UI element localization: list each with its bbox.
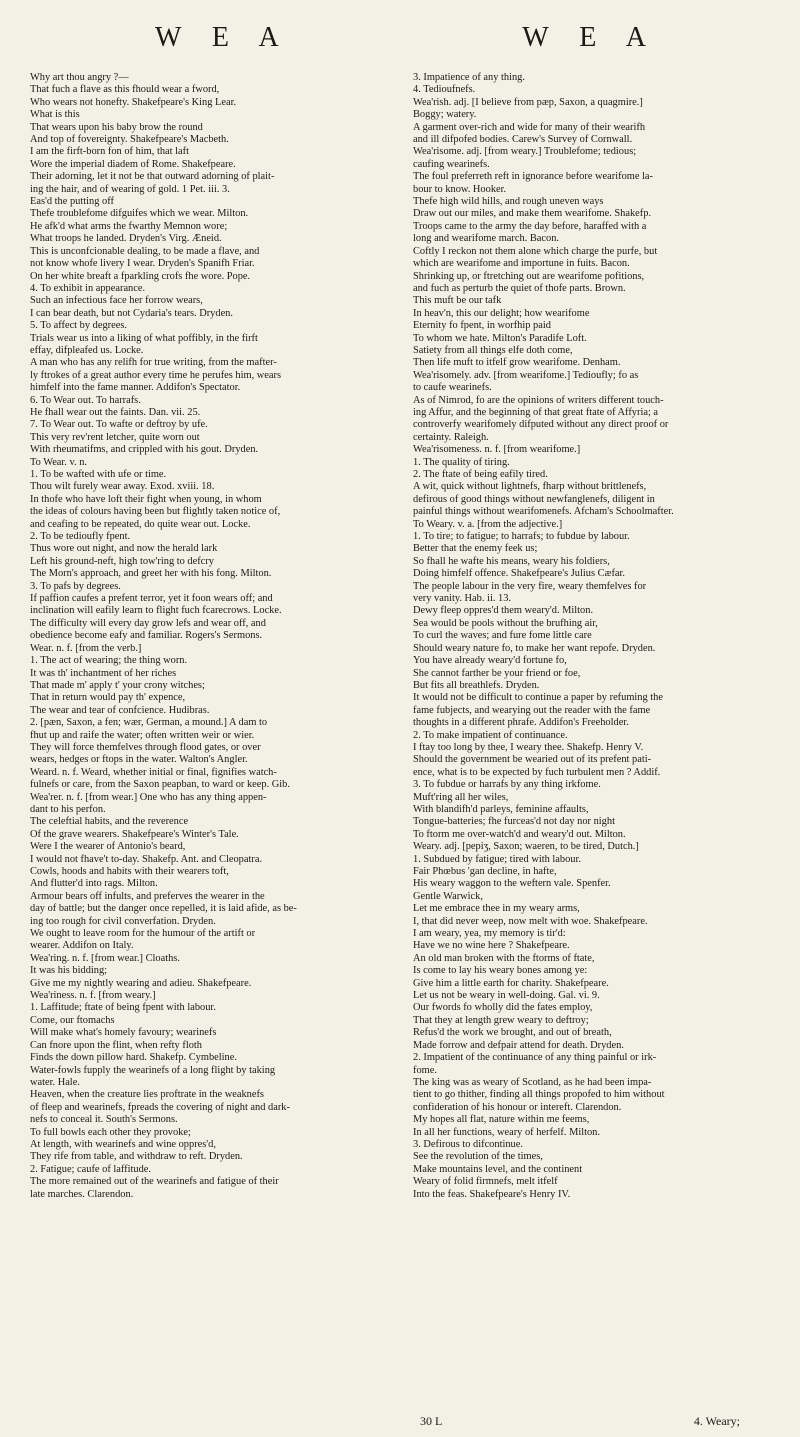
- text-line: My hopes all flat, nature within me feems,: [413, 1114, 590, 1126]
- text-line: 2. Impatient of the continuance of any thing painful or irk-: [413, 1052, 657, 1064]
- text-line: And flutter'd into rags. Milton.: [30, 878, 158, 890]
- text-line: Tongue-batteries; fhe furceas'd not day nor night: [413, 816, 615, 828]
- text-line: Coftly I reckon not them alone which charge the purfe, but: [413, 245, 658, 257]
- text-line: 1. The act of wearing; the thing worn.: [30, 655, 188, 667]
- text-line: water. Hale.: [30, 1076, 80, 1088]
- text-line: Were I the wearer of Antonio's beard,: [30, 841, 186, 853]
- text-line: Wea'rer. n. f. [from wear.] One who has any thing appen-: [30, 791, 267, 803]
- text-line: 1. Subdued by fatigue; tired with labour.: [413, 853, 581, 865]
- text-line: ly ftrokes of a great author every time he perufes him, wears: [30, 369, 282, 381]
- text-line: dant to his perfon.: [30, 803, 106, 815]
- text-line: The king was as weary of Scotland, as he had been impa-: [413, 1076, 652, 1088]
- text-line: To whom we hate. Milton's Paradife Loft.: [413, 332, 587, 344]
- text-line: Should the government be wearied out of its prefent pati-: [413, 754, 652, 766]
- text-line: See the revolution of the times,: [413, 1151, 543, 1163]
- text-line: ing the hair, and of wearing of gold. 1 Pet. iii. 3.: [30, 183, 230, 195]
- text-line: He afk'd what arms the fwarthy Memnon wore;: [30, 220, 228, 232]
- text-line: Give me my nightly wearing and adieu. Shakefpeare.: [30, 977, 252, 989]
- text-line: Finds the down pillow hard. Shakefp. Cymbeline.: [30, 1052, 237, 1064]
- text-line: ing too rough for civil converfation. Dryden.: [30, 915, 216, 927]
- text-line: They will force themfelves through flood gates, or over: [30, 741, 261, 753]
- text-line: late marches. Clarendon.: [30, 1188, 134, 1200]
- text-line: Come, our ftomachs: [30, 1014, 115, 1026]
- text-line: What is this: [30, 109, 80, 121]
- text-line: of fleep and wearinefs, fpreads the covering of night and dark-: [30, 1101, 290, 1113]
- text-line: At length, with wearinefs and wine oppres'd,: [30, 1138, 216, 1150]
- text-line: Armour bears off infults, and preferves the wearer in the: [30, 890, 265, 902]
- text-line: 7. To Wear out. To wafte or deftroy by ufe.: [30, 419, 208, 431]
- text-line: fulnefs or care, from the Saxon peapban, to ward or keep. Gib.: [30, 779, 290, 791]
- text-line: 1. The quality of tiring.: [413, 456, 510, 468]
- text-line: Thefe troublefome difguifes which we wear. Milton.: [30, 208, 249, 220]
- text-line: Is come to lay his weary bones among ye:: [413, 965, 588, 977]
- text-line: obedience become eafy and familiar. Rogers's Sermons.: [30, 630, 263, 642]
- text-line: Weary. adj. [pepiʒ, Saxon; waeren, to be tired, Dutch.]: [413, 841, 639, 853]
- text-line: Troops came to the army the day before, haraffed with a: [413, 220, 647, 232]
- text-line: I ftay too long by thee, I weary thee. Shakefp. Henry V.: [413, 741, 644, 753]
- text-line: Gentle Warwick,: [413, 890, 483, 902]
- text-line: We ought to leave room for the humour of the artift or: [30, 928, 256, 940]
- text-line: I can bear death, but not Cydaria's tears. Dryden.: [30, 307, 233, 319]
- text-line: Wea'risomely. adv. [from wearifome.] Tedioufly; fo as: [413, 369, 639, 381]
- text-line: Doing himfelf offence. Shakefpeare's Julius Cæfar.: [413, 568, 626, 580]
- text-line: Boggy; watery.: [413, 109, 477, 121]
- text-line: I, that did never weep, now melt with woe. Shakefpeare.: [413, 915, 648, 927]
- text-line: ence, what is to be expected by fuch turbulent men ? Addif.: [413, 766, 661, 778]
- text-line: 2. Fatigue; caufe of laffitude.: [30, 1163, 151, 1175]
- text-line: himfelf into the fame manner. Addifon's Spectator.: [30, 382, 241, 394]
- running-head-left: W E A: [155, 22, 291, 53]
- text-line: Eternity fo fpent, in worfhip paid: [413, 320, 551, 332]
- text-line: Wea'riness. n. f. [from weary.]: [30, 990, 156, 1002]
- text-line: 2. To be tedioufly fpent.: [30, 531, 131, 543]
- text-line: I would not fhave't to-day. Shakefp. Ant. and Cleopatra.: [30, 853, 263, 865]
- right-column: [413, 72, 778, 1408]
- text-line: This muft be our tafk: [413, 295, 502, 307]
- text-line: Wore the imperial diadem of Rome. Shakefpeare.: [30, 158, 236, 170]
- text-line: As of Nimrod, fo are the opinions of writers different touch-: [413, 394, 664, 406]
- text-line: You have already weary'd fortune fo,: [413, 655, 567, 667]
- text-line: Their adorning, let it not be that outward adorning of plait-: [30, 171, 275, 183]
- text-line: What troops he landed. Dryden's Virg. Æneid.: [30, 233, 222, 245]
- text-line: which are wearifome and importune in fuits. Bacon.: [413, 258, 630, 270]
- text-line: thoughts in a different phrafe. Addifon's Freeholder.: [413, 717, 629, 729]
- text-line: In heav'n, this our delight; how wearifome: [413, 307, 590, 319]
- text-line: inclination will eafily learn to flight fuch fcarecrows. Locke.: [30, 605, 282, 617]
- text-line: Will make what's homely favoury; wearinefs: [30, 1027, 217, 1039]
- text-line: 4. Tedioufnefs.: [413, 84, 476, 96]
- text-line: But fits all breathlefs. Dryden.: [413, 679, 540, 691]
- text-line: long and wearifome march. Bacon.: [413, 233, 559, 245]
- text-line: fhut up and raife the water; often written weir or wier.: [30, 729, 255, 741]
- text-line: To Wear. v. n.: [30, 456, 88, 468]
- text-line: To full bowls each other they provoke;: [30, 1126, 191, 1138]
- text-line: certainty. Raleigh.: [413, 431, 489, 443]
- text-line: So fhall he wafte his means, weary his foldiers,: [413, 555, 610, 567]
- text-line: 6. To Wear out. To harrafs.: [30, 394, 141, 406]
- text-line: and fuch as perturb the quiet of thofe parts. Brown.: [413, 282, 626, 294]
- text-line: 2. The ftate of being eafily tired.: [413, 469, 548, 480]
- text-line: confideration of his honour or intereft. Clarendon.: [413, 1101, 622, 1113]
- text-line: nefs to conceal it. South's Sermons.: [30, 1114, 178, 1126]
- catchword: 4. Weary;: [693, 1414, 740, 1428]
- text-line: The difficulty will every day grow lefs and wear off, and: [30, 617, 266, 629]
- text-line: His weary waggon to the weftern vale. Spenfer.: [413, 878, 611, 890]
- signature-mark: 30 L: [420, 1414, 443, 1428]
- text-line: tient to go thither, finding all things propofed to him without: [413, 1089, 665, 1101]
- text-line: Should weary nature fo, to make her want repofe. Dryden.: [413, 642, 656, 654]
- text-line: To Weary. v. a. [from the adjective.]: [413, 518, 563, 530]
- text-line: Such an infectious face her forrow wears,: [30, 295, 203, 307]
- text-line: Wea'ring. n. f. [from wear.] Cloaths.: [30, 952, 180, 964]
- text-line: I am the firft-born fon of him, that laft: [30, 146, 189, 158]
- text-line: Made forrow and defpair attend for death. Dryden.: [413, 1039, 624, 1051]
- text-line: A garment over-rich and wide for many of their wearifh: [413, 121, 646, 133]
- text-line: fome.: [413, 1064, 437, 1076]
- text-line: not know whofe livery I wear. Dryden's Spanifh Friar.: [30, 258, 255, 270]
- text-line: Left his ground-neft, high tow'ring to defcry: [30, 555, 214, 567]
- text-line: Thefe high wild hills, and rough uneven ways: [413, 196, 604, 208]
- page-footer: [0, 1414, 800, 1429]
- text-line: An old man broken with the ftorms of ftate,: [413, 952, 595, 964]
- text-line: With rheumatifms, and crippled with his gout. Dryden.: [30, 444, 259, 456]
- text-line: The celeftial habits, and the reverence: [30, 816, 189, 828]
- text-line: That in return would pay th' expence,: [30, 692, 186, 704]
- text-line: Our fwords fo wholly did the fates employ,: [413, 1002, 593, 1014]
- running-head: [30, 0, 778, 54]
- text-line: Fair Phœbus 'gan decline, in hafte,: [413, 866, 557, 877]
- text-line: Wear. n. f. [from the verb.]: [30, 642, 142, 654]
- text-line: 3. Defirous to difcontinue.: [413, 1138, 523, 1150]
- text-line: ing Affur, and the beginning of that great ftate of Affyria; a: [413, 406, 659, 418]
- text-line: Let us not be weary in well-doing. Gal. vi. 9.: [413, 990, 600, 1002]
- text-line: controverfy wearifomely difputed without any direct proof or: [413, 419, 669, 431]
- text-line: Shrinking up, or ftretching out are wearifome pofitions,: [413, 270, 645, 282]
- text-line: Thus wore out night, and now the herald lark: [30, 543, 218, 555]
- text-line: defirous of good things without newfanglenefs, diligent in: [413, 493, 655, 505]
- text-line: That fuch a flave as this fhould wear a fword,: [30, 84, 220, 96]
- text-line: Why art thou angry ?—: [30, 72, 129, 83]
- text-line: 1. To be wafted with ufe or time.: [30, 469, 167, 480]
- text-line: If paffion caufes a prefent terror, yet it foon wears off; and: [30, 593, 273, 605]
- text-line: Cowls, hoods and habits with their wearers toft,: [30, 866, 229, 877]
- text-line: Wea'risome. adj. [from weary.] Troublefome; tedious;: [413, 146, 637, 158]
- text-line: Water-fowls fupply the wearinefs of a long flight by taking: [30, 1064, 276, 1076]
- text-line: Can fnore upon the flint, when refty floth: [30, 1039, 202, 1051]
- text-line: They rife from table, and withdraw to reft. Dryden.: [30, 1151, 243, 1163]
- text-line: bour to know. Hooker.: [413, 183, 507, 195]
- text-line: And top of fovereignty. Shakefpeare's Macbeth.: [30, 134, 229, 146]
- text-line: The more remained out of the wearinefs and fatigue of their: [30, 1176, 279, 1188]
- text-line: On her white breaft a fparkling crofs fhe wore. Pope.: [30, 270, 251, 282]
- text-line: and ceafing to be repeated, do quite wear out. Locke.: [30, 518, 251, 530]
- text-line: Sea would be pools without the brufhing air,: [413, 617, 598, 629]
- text-line: 1. Laffitude; ftate of being fpent with labour.: [30, 1002, 216, 1014]
- text-line: day of battle; but the danger once repelled, it is laid afide, as be-: [30, 903, 297, 915]
- text-line: Dewy fleep oppres'd them weary'd. Milton.: [413, 605, 594, 617]
- text-line: wearer. Addifon on Italy.: [30, 940, 134, 952]
- text-line: The Morn's approach, and greet her with his fong. Milton.: [30, 568, 272, 580]
- text-line: very vanity. Hab. ii. 13.: [413, 593, 512, 605]
- text-line: Eas'd the putting off: [30, 196, 114, 208]
- text-line: 3. To pafs by degrees.: [30, 580, 121, 592]
- text-line: Draw out our miles, and make them wearifome. Shakefp.: [413, 208, 652, 220]
- text-line: and ill difpofed bodies. Carew's Survey of Cornwall.: [413, 134, 633, 146]
- text-line: 3. To fubdue or harrafs by any thing irkfome.: [413, 779, 601, 791]
- text-line: In all her functions, weary of herfelf. Milton.: [413, 1126, 600, 1138]
- text-line: It was his bidding;: [30, 965, 108, 977]
- text-line: Then life muft to itfelf grow wearifome. Denham.: [413, 357, 621, 369]
- text-line: He fhall wear out the faints. Dan. vii. 25.: [30, 406, 201, 418]
- text-line: 1. To tire; to fatigue; to harrafs; to fubdue by labour.: [413, 531, 630, 543]
- text-line: I am weary, yea, my memory is tir'd:: [413, 928, 566, 940]
- text-line: A wit, quick without lightnefs, fharp without brittlenefs,: [413, 481, 647, 493]
- text-line: Satiety from all things elfe doth come,: [413, 344, 573, 356]
- running-head-right: W E A: [522, 22, 658, 53]
- text-line: The wear and tear of confcience. Hudibras.: [30, 704, 210, 716]
- text-line: Who wears not honefty. Shakefpeare's King Lear.: [30, 96, 237, 108]
- columns: [30, 72, 778, 1408]
- text-line: Into the feas. Shakefpeare's Henry IV.: [413, 1188, 571, 1200]
- text-line: Have we no wine here ? Shakefpeare.: [413, 940, 570, 952]
- text-line: 3. Impatience of any thing.: [413, 72, 525, 83]
- text-line: Weary of folid firmnefs, melt itfelf: [413, 1176, 558, 1188]
- text-line: painful things without wearifomenefs. Afcham's Schoolmafter.: [413, 506, 674, 518]
- text-line: This is unconfcionable dealing, to be made a flave, and: [30, 245, 260, 257]
- text-line: That wears upon his baby brow the round: [30, 121, 203, 133]
- text-line: 2. To make impatient of continuance.: [413, 729, 568, 741]
- text-line: A man who has any relifh for true writing, from the mafter-: [30, 357, 277, 369]
- text-line: That made m' apply t' your crony witches;: [30, 679, 205, 691]
- text-line: Let me embrace thee in my weary arms,: [413, 903, 580, 915]
- text-line: Refus'd the work we brought, and out of breath,: [413, 1027, 612, 1039]
- text-line: Heaven, when the creature lies proftrate in the weaknefs: [30, 1089, 264, 1101]
- text-line: The foul preferreth reft in ignorance before wearifome la-: [413, 171, 654, 183]
- text-line: to caufe wearinefs.: [413, 382, 492, 394]
- text-line: With blandifh'd parleys, feminine affaults,: [413, 803, 589, 815]
- text-line: Muft'ring all her wiles,: [413, 791, 509, 803]
- text-line: Weard. n. f. Weard, whether initial or final, fignifies watch-: [30, 766, 277, 778]
- text-line: 2. [pæn, Saxon, a fen; wær, German, a mound.] A dam to: [30, 717, 268, 729]
- text-line: Better that the enemy feek us;: [413, 543, 538, 555]
- text-line: Give him a little earth for charity. Shakefpeare.: [413, 977, 609, 989]
- text-line: Wea'risomeness. n. f. [from wearifome.]: [413, 444, 581, 456]
- text-line: Trials wear us into a liking of what poffibly, in the firft: [30, 332, 258, 344]
- text-line: wears, hedges or ftops in the water. Walton's Angler.: [30, 754, 248, 766]
- text-line: Of the grave wearers. Shakefpeare's Winter's Tale.: [30, 828, 239, 840]
- text-line: Make mountains level, and the continent: [413, 1163, 583, 1175]
- text-line: She cannot farther be your friend or foe,: [413, 667, 581, 679]
- text-line: To curl the waves; and fure fome little care: [413, 630, 592, 642]
- text-line: 5. To affect by degrees.: [30, 320, 127, 332]
- text-line: caufing wearinefs.: [413, 158, 490, 170]
- text-line: This very rev'rent letcher, quite worn out: [30, 431, 200, 443]
- text-line: To ftorm me over-watch'd and weary'd out. Milton.: [413, 828, 626, 840]
- text-line: It was th' inchantment of her riches: [30, 667, 177, 679]
- text-line: That they at length grew weary to deftroy;: [413, 1014, 589, 1026]
- text-line: effay, difpleafed us. Locke.: [30, 344, 144, 356]
- text-line: the ideas of colours having been but flightly taken notice of,: [30, 506, 281, 518]
- text-line: The people labour in the very fire, weary themfelves for: [413, 580, 647, 592]
- text-line: In thofe who have loft their fight when young, in whom: [30, 493, 262, 505]
- text-line: 4. To exhibit in appearance.: [30, 282, 146, 294]
- text-line: Wea'rish. adj. [I believe from pæp, Saxon, a quagmire.]: [413, 96, 643, 108]
- left-column: [30, 72, 395, 1408]
- text-line: It would not be difficult to continue a paper by refuming the: [413, 692, 663, 704]
- text-line: fame fubjects, and wearying out the reader with the fame: [413, 704, 651, 716]
- text-line: Thou wilt furely wear away. Exod. xviii. 18.: [30, 481, 215, 493]
